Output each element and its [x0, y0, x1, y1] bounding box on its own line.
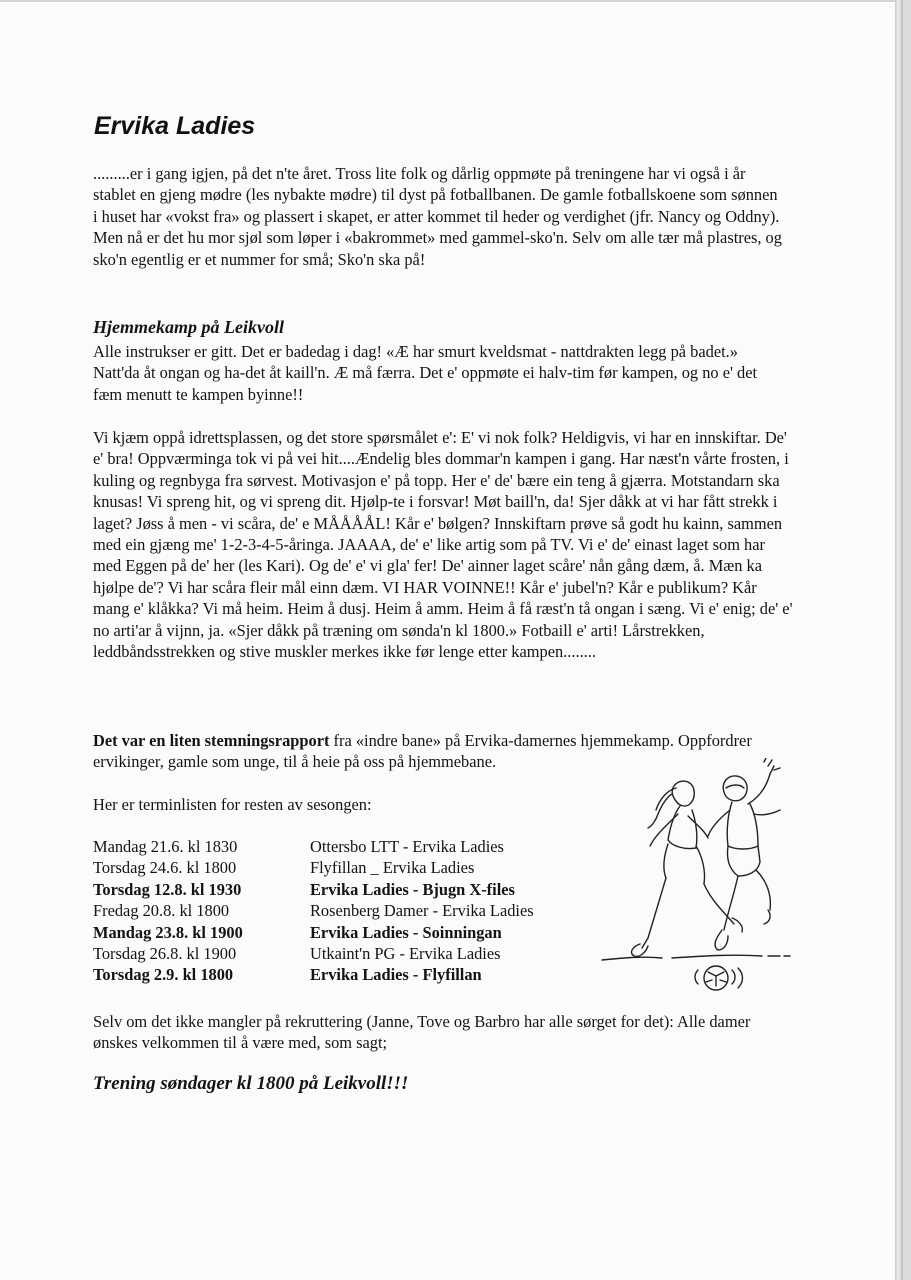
- schedule-row: [93, 900, 534, 921]
- recruitment-paragraph: Selv om det ikke mangler på rekruttering (Janne, Tove og Barbro har alle sørget for det): Alle damer ønskes velkommen til å være med, som sagt;: [93, 1012, 751, 1053]
- schedule-match: Ervika Ladies - Soinningan: [310, 922, 502, 942]
- schedule-date: Torsdag 2.9. kl 1800: [93, 965, 234, 985]
- section-heading: Hjemmekamp på Leikvoll: [93, 317, 284, 337]
- report-rest: fra «indre bane» på Ervika-damernes hjemmekamp. Oppfordrer ervikinger, gamle som unge, til å heie på oss på hjemmebane.: [93, 731, 752, 772]
- match-report-paragraph: Vi kjæm oppå idrettsplassen, og det store spørsmålet e': E' vi nok folk? Heldigvis, vi har en innskiftar. De' e' bra! Oppværminga tok vi på vei hit....Ændelig bles dommar'n kampen i gang. Har næst'n vårte frosten, i kuling og regnbyga fra sørvest. Motivasjon e' på topp. Her e' de' bære ein teng å gjærra. Motstandarn ska knusas! Vi spreng hit, og vi spreng dit. Hjølp-te i forsvar! Møt baill'n, da! Sjer dåkk at vi har fått strekk i laget? Jøss å men - vi scåra, de' e MÅÅÅÅL! Kår e' bølgen? Innskiftarn prøve så godt hu kainn, sammen med ein gjæng me' 1-2-3-4-5-åringa. JAAAA, de' e' like artig som på TV. Vi e' de' einast laget som har med Eggen på de' her (les Kari). Og de' e' vi gla' fer! De' ainner laget scåre' nån gång dæm, å. Mæn ka hjølpe de'? Vi har scåra fleir mål einn dæm. VI HAR VOINNE!! Kår e' jubel'n? Kår e publikum? Kår mang e' klåkka? Vi må heim. Heim å dusj. Heim å amm. Heim å få ræst'n tå ongan i sæng. Vi e' enig; de' e' no arti'ar å vijnn, ja. «Sjer dåkk på træning om sønda'n kl 1800.» Fotbaill e' arti! Lårstrekken, leddbåndsstrekken og stive muskler merkes ikke før lenge etter kampen........: [93, 428, 793, 662]
- schedule-match: Utkaint'n PG - Ervika Ladies: [310, 943, 501, 963]
- schedule-match: Ottersbo LTT - Ervika Ladies: [310, 837, 504, 856]
- schedule-match: Flyfillan _ Ervika Ladies: [310, 858, 475, 878]
- schedule-intro: Her er terminlisten for resten av sesongen:: [93, 795, 372, 814]
- schedule-row: [93, 879, 534, 900]
- instructions-paragraph: Alle instrukser er gitt. Det er badedag i dag! «Æ har smurt kveldsmat - nattdrakten legg på badet.» Natt'da åt ongan og ha-det åt kaill'n. Æ må færra. Det e' oppmøte ei halv-tim før kampen, og no e' det fæm menutt te kampen byinne!!: [93, 342, 758, 404]
- page-title: Ervika Ladies: [94, 112, 256, 140]
- schedule-match: Ervika Ladies - Flyfillan: [310, 965, 482, 985]
- schedule-date: Mandag 23.8. kl 1900: [93, 922, 243, 942]
- page-right-edge: [895, 0, 903, 1280]
- schedule-row: [93, 922, 534, 943]
- schedule-date: Torsdag 12.8. kl 1930: [93, 879, 242, 899]
- schedule-row: [93, 943, 534, 964]
- schedule-date: Torsdag 26.8. kl 1900: [93, 943, 237, 963]
- football-players-illustration: [592, 758, 802, 1003]
- page-top-edge: [0, 0, 903, 2]
- intro-paragraph: .........er i gang igjen, på det n'te året. Tross lite folk og dårlig oppmøte på treningene har vi også i år stablet en gjeng mødre (les nybakte mødre) til dyst på fotballbanen. De gamle fotballskoene som sønnen i huset har «vokst fra» og plassert i skapet, er atter kommet til heder og verdighet (jfr. Nancy og Oddny). Men nå er det hu mor sjøl som løper i «bakrommet» med gammel-sko'n. Selv om alle tær må plastres, og sko'n egentlig er et nummer for små; Sko'n ska på!: [93, 164, 782, 269]
- schedule-row: [93, 836, 534, 857]
- schedule-date: Torsdag 24.6. kl 1800: [93, 858, 237, 878]
- schedule-row: [93, 964, 534, 985]
- schedule-match: Rosenberg Damer - Ervika Ladies: [310, 901, 534, 921]
- schedule-row: [93, 857, 534, 878]
- schedule-match: Ervika Ladies - Bjugn X-files: [310, 879, 515, 899]
- schedule-list: [93, 836, 534, 986]
- schedule-date: Fredag 20.8. kl 1800: [93, 901, 230, 921]
- report-bold-lead: Det var en liten stemningsrapport: [93, 731, 330, 750]
- schedule-date: Mandag 21.6. kl 1830: [93, 837, 238, 856]
- training-announcement: Trening søndager kl 1800 på Leikvoll!!!: [93, 1073, 409, 1094]
